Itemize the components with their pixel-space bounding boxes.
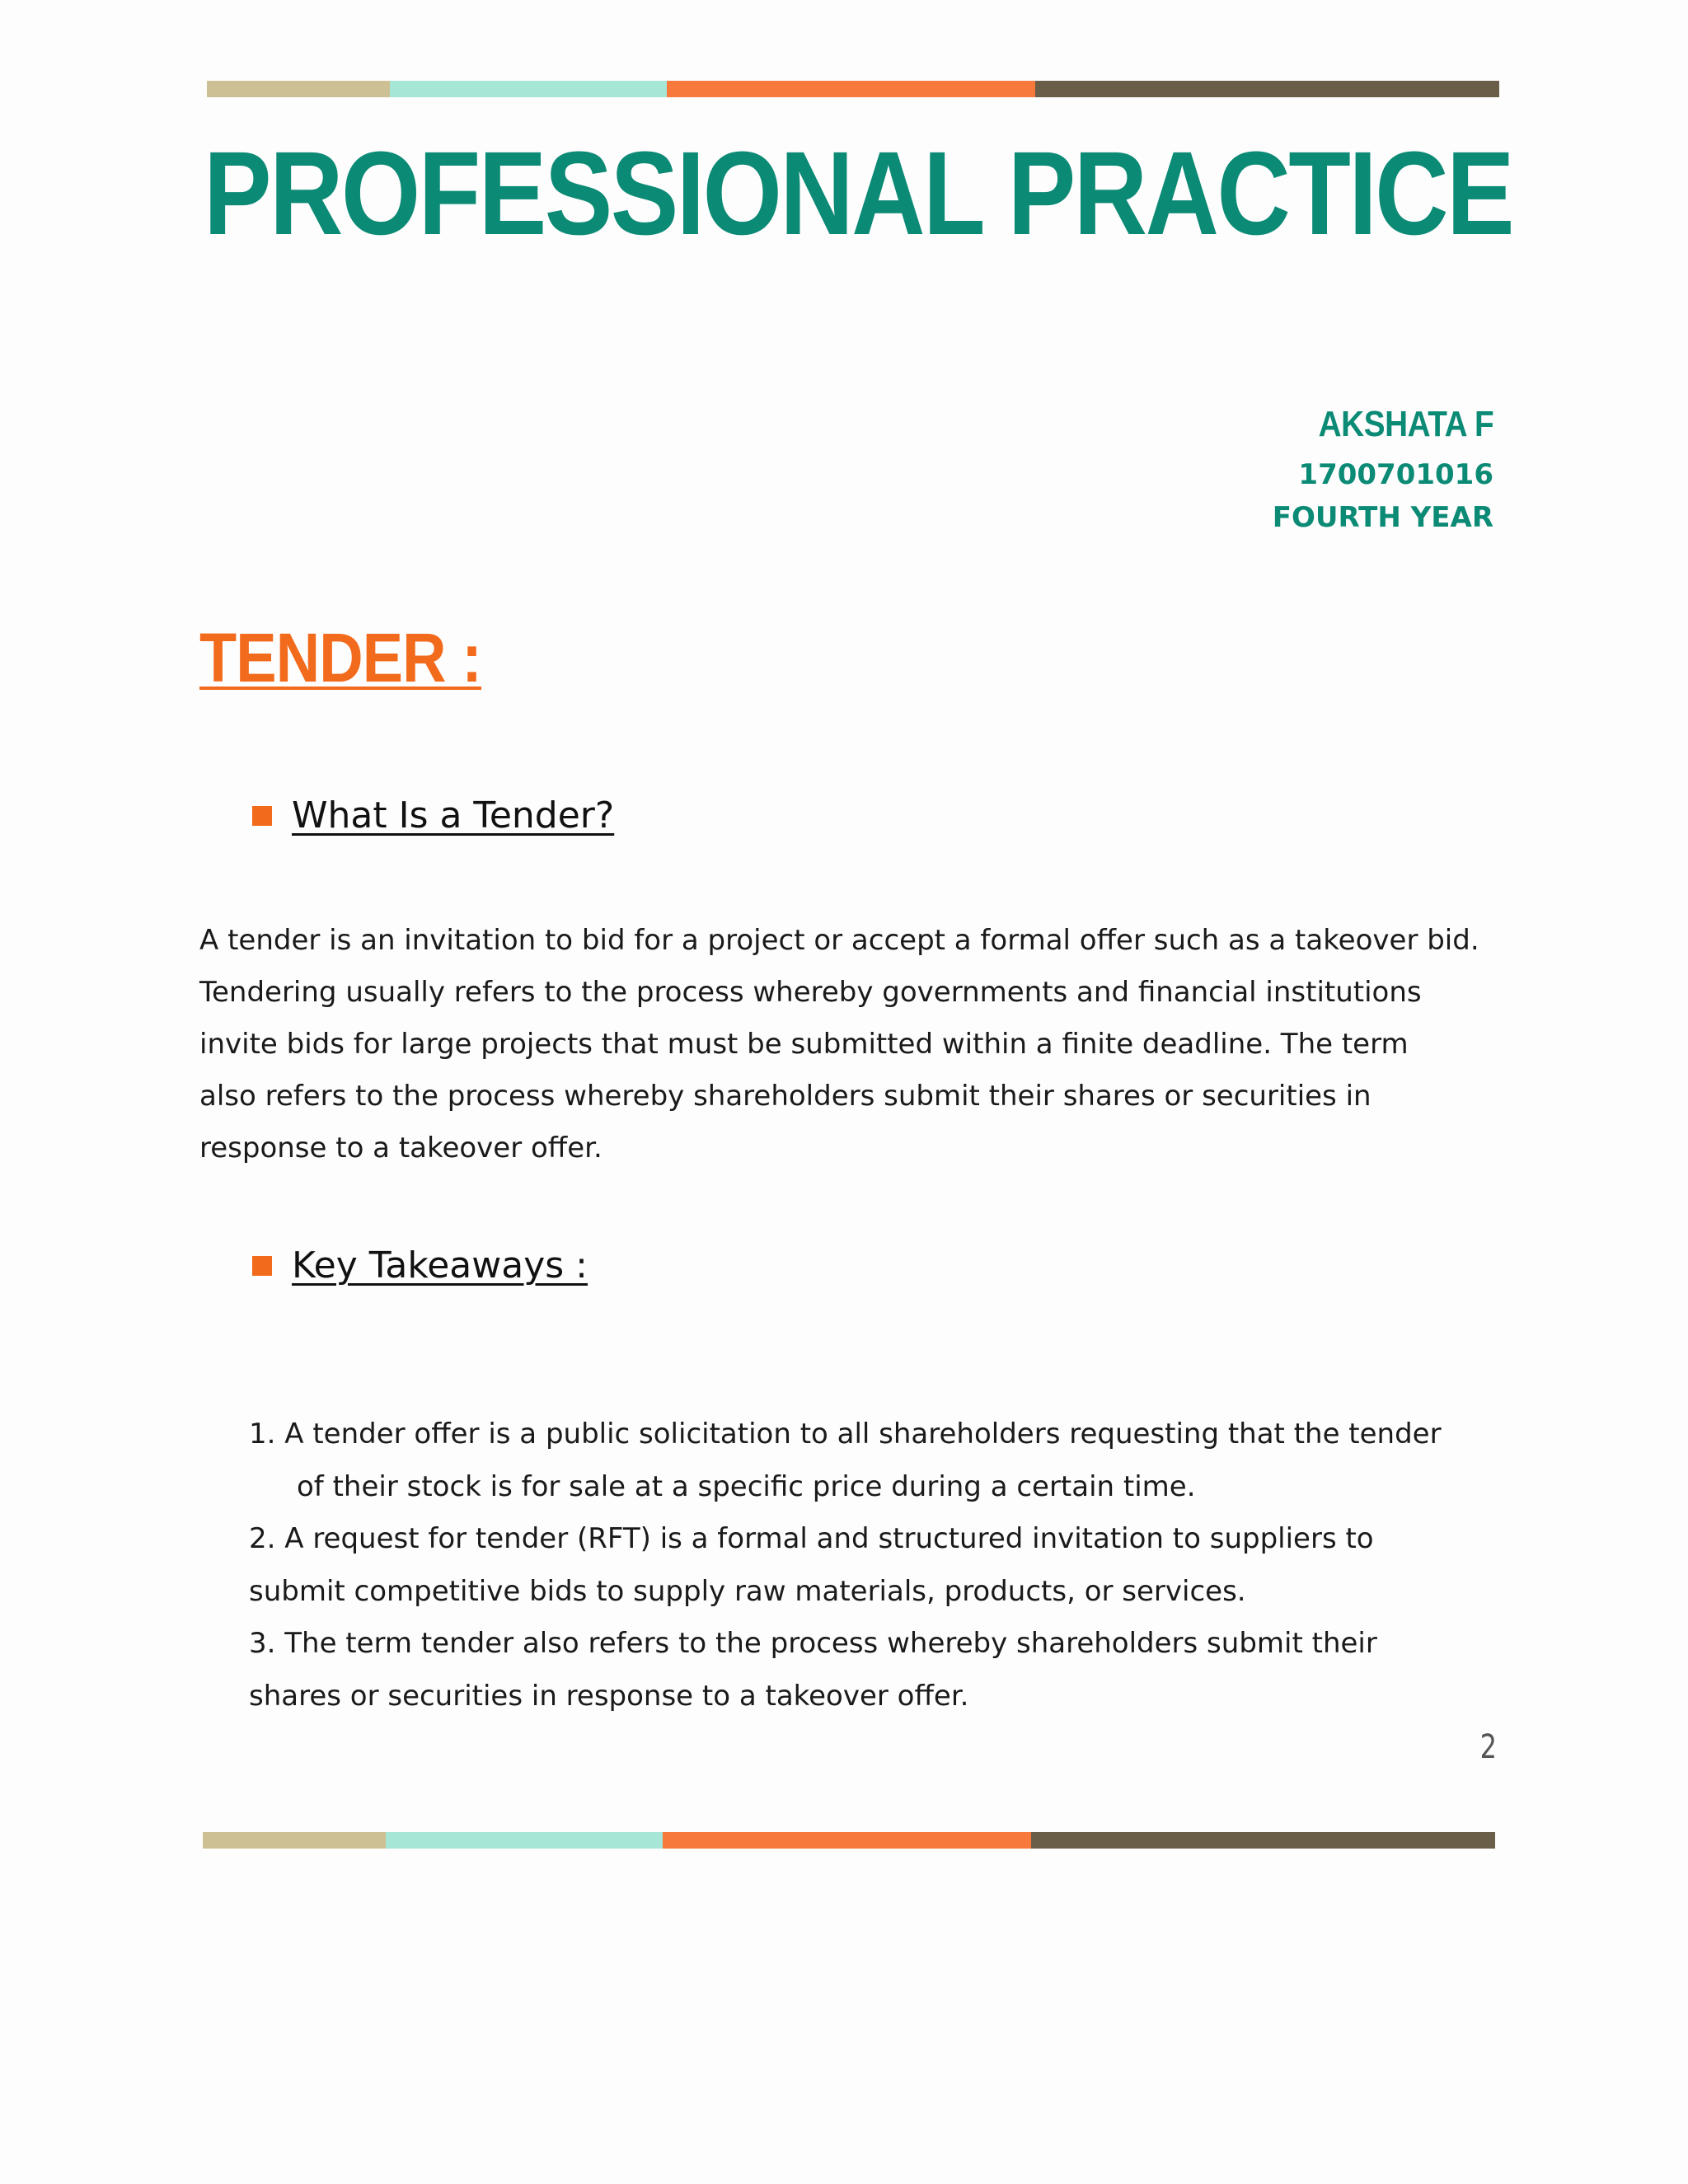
list-item-line: shares or securities in response to a takeover offer. [249, 1679, 969, 1713]
section-heading: TENDER : [199, 619, 482, 696]
body-paragraph [199, 915, 1510, 1174]
stripe-segment-mint [386, 1832, 663, 1849]
stripe-segment-tan [203, 1832, 386, 1849]
subheading-key-takeaways [252, 1241, 588, 1291]
list-item-line: of their stock is for sale at a specific price during a certain time. [297, 1469, 1196, 1503]
list-item-line: 1. A tender offer is a public solicitation to all shareholders requesting that the tender [249, 1418, 1442, 1451]
top-color-stripe [207, 81, 1499, 97]
document-title: PROFESSIONAL PRACTICE [204, 127, 1513, 260]
paragraph-line: A tender is an invitation to bid for a project or accept a formal offer such as a takeover bid. [199, 924, 1479, 957]
subheading-text: What Is a Tender? [292, 794, 615, 837]
list-item-line: 2. A request for tender (RFT) is a formal and structured invitation to suppliers to [249, 1522, 1374, 1555]
square-bullet-icon [252, 806, 272, 826]
paragraph-line: Tendering usually refers to the process whereby governments and financial institutions [199, 976, 1422, 1009]
paragraph-line: also refers to the process whereby shareholders submit their shares or securities in [199, 1080, 1372, 1113]
list-item-line: submit competitive bids to supply raw materials, products, or services. [249, 1574, 1246, 1608]
author-block [1273, 402, 1493, 539]
bottom-color-stripe [203, 1832, 1495, 1849]
page-number: 2 [1479, 1728, 1497, 1766]
paragraph-line: invite bids for large projects that must be submitted within a finite deadline. The term [199, 1028, 1409, 1061]
square-bullet-icon [252, 1256, 272, 1276]
stripe-segment-brown [1031, 1832, 1495, 1849]
stripe-segment-coral [663, 1832, 1031, 1849]
author-id: 1700701016 [1298, 458, 1493, 491]
subheading-text: Key Takeaways : [292, 1244, 588, 1286]
stripe-segment-coral [667, 81, 1035, 97]
paragraph-line: response to a takeover offer. [199, 1132, 603, 1165]
stripe-segment-tan [207, 81, 390, 97]
author-name: AKSHATA F [1318, 404, 1493, 444]
stripe-segment-mint [390, 81, 667, 97]
subheading-what-is-tender [252, 791, 614, 841]
list-item-line: 3. The term tender also refers to the process whereby shareholders submit their [249, 1627, 1377, 1660]
author-year: FOURTH YEAR [1272, 501, 1493, 534]
takeaways-list [249, 1408, 1518, 1722]
stripe-segment-brown [1035, 81, 1499, 97]
